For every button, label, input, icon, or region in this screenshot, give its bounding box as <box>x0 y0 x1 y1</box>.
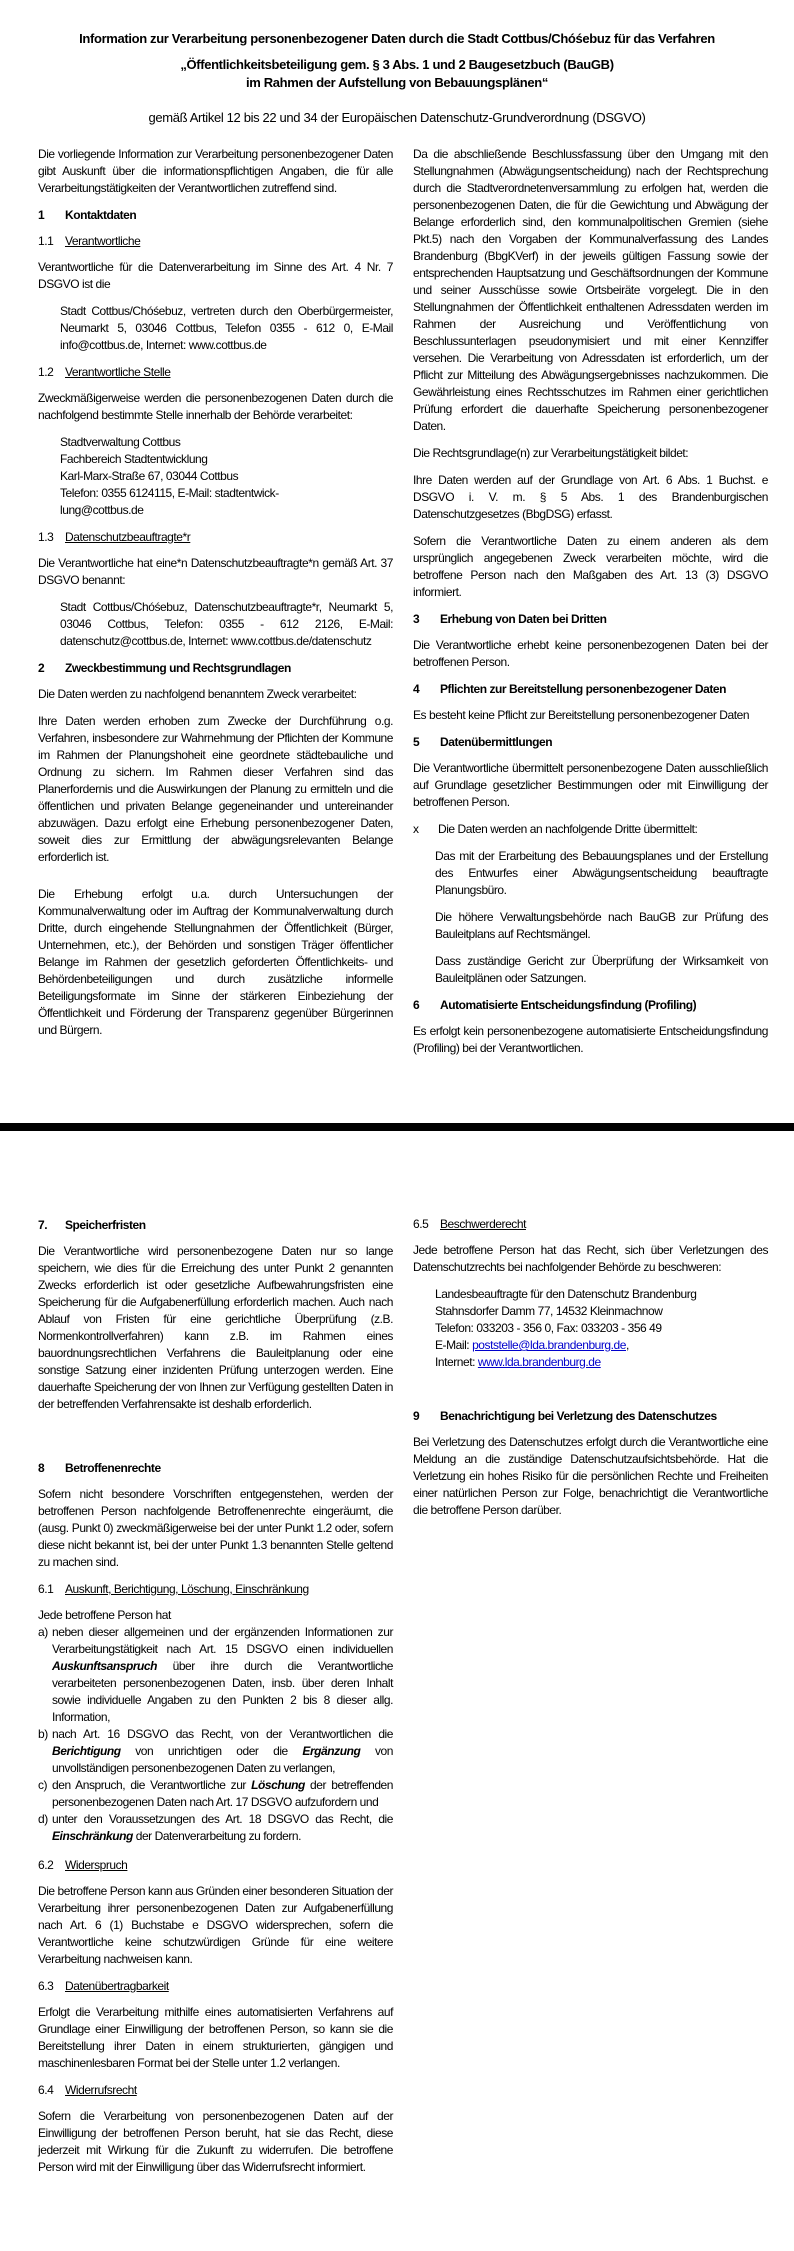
indented-paragraph: Das mit der Erarbeitung des Bebauungsplanes und der Erstellung des Entwurfes einer Abwägungsentscheidung beauftragte Planungsbüro. <box>435 849 768 897</box>
bullet-item <box>413 821 768 838</box>
text-run: nach Art. 16 DSGVO das Recht, von der Verantwortlichen die <box>52 1727 393 1741</box>
paragraph: Jede betroffene Person hat das Recht, sich über Verletzungen des Datenschutzrechts bei nachfolgender Behörde zu beschweren: <box>413 1243 768 1274</box>
document-header <box>0 30 794 127</box>
text-run: von unrichtigen oder die <box>120 1744 303 1758</box>
document-legal-basis-line: gemäß Artikel 12 bis 22 und 34 der Europäischen Datenschutz-Grundverordnung (DSGVO) <box>148 110 646 125</box>
address-line: Fachbereich Stadtentwicklung <box>60 452 208 466</box>
subsection-heading <box>38 529 393 546</box>
subsection-number: 6.2 <box>38 1858 54 1872</box>
paragraph: Die betroffene Person kann aus Gründen einer besonderen Situation der Verarbeitung ihrer personenbezogenen Daten zur Aufgabenerfüllung nach Art. 6 (1) Buchstabe e DSGVO widersprechen, sofern die Verantwortliche keine schutzwürdigen Gründe für eine weitere Verarbeitung nachweisen kann. <box>38 1884 393 1966</box>
address-block <box>435 1286 768 1371</box>
subsection-heading <box>413 1216 768 1233</box>
address-line: Telefon: 0355 6124115, E-Mail: stadtentwick- <box>60 486 279 500</box>
text-run: neben dieser allgemeinen und der ergänzenden Informationen zur Verarbeitungstätigkeit nach Art. 15 DSGVO einen individuellen <box>52 1625 393 1656</box>
paragraph: Die vorliegende Information zur Verarbeitung personenbezogener Daten gibt Auskunft über die informationspflichtigen Angaben, die für alle Verarbeitungstätigkeiten der Verantwortlichen zutreffend sind. <box>38 147 393 195</box>
lettered-item <box>38 1726 393 1777</box>
item-marker: d) <box>38 1812 48 1826</box>
text-run: E-Mail: <box>435 1338 473 1352</box>
subsection-title: Verantwortliche <box>65 234 141 248</box>
website-link[interactable]: www.lda.brandenburg.de <box>477 1355 601 1369</box>
section-heading <box>413 1408 768 1425</box>
text-run: über ihre durch die Verantwortliche verarbeiteten personenbezogenen Daten, insb. über deren Inhalt sowie individuelle Angaben zu den Punkten 2 bis 8 dieser allg. Information, <box>52 1659 393 1724</box>
subsection-number: 1.3 <box>38 530 54 544</box>
subsection-title: Datenübertragbarkeit <box>65 1979 169 1993</box>
document-title-line1: Information zur Verarbeitung personenbezogener Daten durch die Stadt Cottbus/Chóśebuz für das Verfahren <box>79 31 715 46</box>
paragraph: Die Verantwortliche übermittelt personenbezogene Daten ausschließlich auf Grundlage gesetzlicher Bestimmungen oder mit Einwilligung der betroffenen Person. <box>413 761 768 809</box>
subsection-heading <box>38 364 393 381</box>
text-run: unter den Voraussetzungen des Art. 18 DSGVO das Recht, die <box>52 1812 393 1826</box>
section-title: Benachrichtigung bei Verletzung des Datenschutzes <box>440 1409 717 1423</box>
page-2 <box>0 1131 794 2251</box>
text-run: den Anspruch, die Verantwortliche zur <box>52 1778 252 1792</box>
section-title: Datenübermittlungen <box>440 735 553 749</box>
item-marker: b) <box>38 1727 48 1741</box>
section-number: 3 <box>413 612 420 626</box>
address-block <box>60 434 393 519</box>
document-title-line3: im Rahmen der Aufstellung von Bebauungsplänen“ <box>246 75 548 90</box>
indented-paragraph: Stadt Cottbus/Chóśebuz, vertreten durch den Oberbürgermeister, Neumarkt 5, 03046 Cottbus, Telefon 0355 - 612 0, E-Mail info@cottbus.de, Internet: www.cottbus.de <box>60 304 393 352</box>
section-title: Zweckbestimmung und Rechtsgrundlagen <box>65 661 291 675</box>
indented-paragraph: Stadt Cottbus/Chóśebuz, Datenschutzbeauftragte*r, Neumarkt 5, 03046 Cottbus, Telefon: 0355 - 612 2126, E-Mail: datenschutz@cottbus.de, Internet: www.cottbus.de/datenschutz <box>60 600 393 648</box>
spacer <box>38 1845 393 1855</box>
section-title: Speicherfristen <box>65 1218 146 1232</box>
lettered-item <box>38 1624 393 1726</box>
section-title: Erhebung von Daten bei Dritten <box>440 612 607 626</box>
section-number: 8 <box>38 1461 45 1475</box>
list-intro-line: Jede betroffene Person hat <box>38 1608 171 1622</box>
section-heading <box>38 1460 393 1477</box>
page2-right-column <box>413 1214 768 2186</box>
text-run: Löschung <box>251 1778 305 1792</box>
text-run: Auskunftsanspruch <box>52 1659 158 1673</box>
section-number: 4 <box>413 682 420 696</box>
address-line: lung@cottbus.de <box>60 503 144 517</box>
paragraph: Da die abschließende Beschlussfassung über den Umgang mit den Stellungnahmen (Abwägungsentscheidung) nach der Rechtsprechung durch die Stadtverordnetenversammlung zu erfolgen hat, werden die personenbezogenen Daten, die für die Gewichtung und Abwägung der Belange erforderlich sind, den kommunalpolitischen Gremien (siehe Pkt.5) nach den Vorgaben der Kommunalverfassung des Landes Brandenburg (BbgKVerf) in der jeweils gültigen Fassung sowie der entsprechenden Hauptsatzung und Geschäftsordnungen der Kommune und seiner Ausschüsse sowie Ortsbeiräte vorgelegt. Die in den Stellungnahmen der Öffentlichkeit enthaltenen Adressdaten werden im Rahmen der Ausreichung und Veröffentlichung von Beschlussunterlagen pseudonymisiert und mit einer Kennziffer versehen. Die Verarbeitung von Adressdaten ist erforderlich, um der Pflicht zur Mitteilung des Abwägungsergebnisses nachzukommen. Die Gewährleistung eines Rechtsschutzes im Rahmen einer gerichtlichen Prüfung erfordert die dauerhafte Speicherung personenbezogener Daten. <box>413 147 768 433</box>
address-line <box>435 1354 768 1371</box>
paragraph: Die Daten werden zu nachfolgend benanntem Zweck verarbeitet: <box>38 687 357 701</box>
section-title: Automatisierte Entscheidungsfindung (Profiling) <box>440 998 697 1012</box>
section-title: Betroffenenrechte <box>65 1461 161 1475</box>
bullet-marker: x <box>413 822 419 836</box>
subsection-number: 6.3 <box>38 1979 54 1993</box>
indented-paragraph: Dass zuständige Gericht zur Überprüfung der Wirksamkeit von Bauleitplänen oder Satzungen. <box>435 954 768 985</box>
subsection-title: Beschwerderecht <box>440 1217 526 1231</box>
paragraph: Die Rechtsgrundlage(n) zur Verarbeitungstätigkeit bildet: <box>413 446 689 460</box>
paragraph: Die Erhebung erfolgt u.a. durch Untersuchungen der Kommunalverwaltung oder im Auftrag der Kommunalverwaltung durch Dritte, durch eingehende Stellungnahmen der Öffentlichkeit (Bürger, Unternehmen, etc.), der Behörden und sonstigen Träger öffentlicher Belange im Rahmen der gesetzlich geforderten Öffentlichkeits- und Behördenbeteiligungen und durch zusätzliche informelle Beteiligungsformate im Sinne der stärkeren Einbeziehung der Öffentlichkeit und Förderung der Transparenz gegenüber Bürgerinnen und Bürgern. <box>38 887 393 1037</box>
subsection-title: Widerrufsrecht <box>65 2083 137 2097</box>
page1-left-column <box>38 146 393 1067</box>
paragraph: Sofern nicht besondere Vorschriften entgegenstehen, werden der betroffenen Person nachfolgende Betroffenenrechte eingeräumt, die (ausg. Punkt 0) zweckmäßigerweise bei der unter Punkt 1.2 oder, sofern diese nicht bekannt ist, bei der unter Punkt 1.3 benannten Stelle geltend zu machen sind. <box>38 1487 393 1569</box>
section-number: 1 <box>38 208 45 222</box>
page2-columns <box>0 1214 794 2186</box>
address-line: Stadtverwaltung Cottbus <box>60 435 181 449</box>
paragraph: Zweckmäßigerweise werden die personenbezogenen Daten durch die nachfolgend bestimmte Stelle innerhalb der Behörde verarbeitet: <box>38 391 393 422</box>
spacer <box>38 1423 393 1457</box>
subsection-heading <box>38 1978 393 1995</box>
subsection-number: 6.1 <box>38 1582 54 1596</box>
section-number: 5 <box>413 735 420 749</box>
subsection-number: 6.5 <box>413 1217 429 1231</box>
section-number: 6 <box>413 998 420 1012</box>
subsection-number: 6.4 <box>38 2083 54 2097</box>
paragraph: Ihre Daten werden auf der Grundlage von Art. 6 Abs. 1 Buchst. e DSGVO i. V. m. § 5 Abs. 1 des Brandenburgischen Datenschutzgesetzes (BbgDSG) erfasst. <box>413 473 768 521</box>
address-line: Stahnsdorfer Damm 77, 14532 Kleinmachnow <box>435 1304 663 1318</box>
paragraph: Es erfolgt kein personenbezogene automatisierte Entscheidungsfindung (Profiling) bei der Verantwortlichen. <box>413 1024 768 1055</box>
email-link[interactable]: poststelle@lda.brandenburg.de <box>472 1338 626 1352</box>
address-line <box>435 1337 768 1354</box>
page-divider <box>0 1123 794 1131</box>
section-number: 7. <box>38 1218 48 1232</box>
paragraph: Die Verantwortliche erhebt keine personenbezogenen Daten bei der betroffenen Person. <box>413 638 768 669</box>
address-line: Karl-Marx-Straße 67, 03044 Cottbus <box>60 469 239 483</box>
paragraph: Die Verantwortliche wird personenbezogene Daten nur so lange speichern, wie dies für die Erreichung des unter Punkt 2 genannten Zwecks erforderlich ist oder gesetzliche Aufbewahrungsfristen eine Speicherung für die Aufgabenerfüllung erforderlich machen. Auch nach Ablauf von Fristen für eine gerichtliche Überprüfung (z.B. Normenkontrollverfahren) kann z.B. im Rahmen eines bauordnungsrechtlichen Verfahrens die Bauleitplanung oder eine sonstige Satzung einer inzidenten Prüfung unterzogen werden. Eine dauerhafte Speicherung der von Ihnen zur Verfügung gestellten Daten in der betreffenden Verfahrensakte ist deshalb erforderlich. <box>38 1244 393 1411</box>
section-heading <box>38 660 393 677</box>
item-marker: c) <box>38 1778 48 1792</box>
hanging-paragraph: Es besteht keine Pflicht zur Bereitstellung personenbezogener Daten <box>413 708 750 722</box>
paragraph: Die Verantwortliche hat eine*n Datenschutzbeauftragte*n gemäß Art. 37 DSGVO benannt: <box>38 556 393 587</box>
address-line: Landesbeauftragte für den Datenschutz Brandenburg <box>435 1287 697 1301</box>
paragraph: Sofern die Verantwortliche Daten zu einem anderen als dem ursprünglich angegebenen Zweck verarbeiten möchte, wird die betroffene Person nach den Maßgaben des Art. 13 (3) DSGVO informiert. <box>413 534 768 599</box>
text-run: Ergänzung <box>302 1744 361 1758</box>
page1-right-column <box>413 146 768 1067</box>
subsection-heading <box>38 1581 393 1598</box>
paragraph: Verantwortliche für die Datenverarbeitung im Sinne des Art. 4 Nr. 7 DSGVO ist die <box>38 260 393 291</box>
subsection-number: 1.1 <box>38 234 54 248</box>
subsection-title: Auskunft, Berichtigung, Löschung, Einschränkung <box>65 1582 309 1596</box>
text-run: Internet: <box>435 1355 478 1369</box>
subsection-title: Widerspruch <box>65 1858 128 1872</box>
lettered-item <box>38 1811 393 1845</box>
subsection-heading <box>38 233 393 250</box>
text-run: von unvollständigen personenbezogenen Daten zu verlangen, <box>52 1744 393 1775</box>
subsection-title: Verantwortliche Stelle <box>65 365 171 379</box>
text-run: Einschränkung <box>52 1829 133 1843</box>
subsection-heading <box>38 1857 393 1874</box>
subsection-number: 1.2 <box>38 365 54 379</box>
subsection-heading <box>38 2082 393 2099</box>
paragraph: Ihre Daten werden erhoben zum Zwecke der Durchführung o.g. Verfahren, insbesondere zur Wahrnehmung der Pflichten der Kommune im Rahmen der Planungshoheit eine geordnete städtebauliche und Ordnung zu sichern. Im Rahmen dieser Verfahren sind das Planerfordernis und die Auswirkungen der Planung zu ermitteln und die öffentlichen und privaten Belange gegeneinander und untereinander abzuwägen. Dazu erfolgt eine Erhebung personenbezogener Daten, soweit dies zur Ermittlung der abwägungsrelevanten Belange erforderlich ist. <box>38 714 393 864</box>
subsection-title: Datenschutzbeauftragte*r <box>65 530 191 544</box>
paragraph: Bei Verletzung des Datenschutzes erfolgt durch die Verantwortliche eine Meldung an die zuständige Datenschutzaufsichtsbehörde. Hat die Verletzung ein hohes Risiko für die persönlichen Rechte und Freiheiten einer natürlichen Person zur Folge, benachrichtigt die Verantwortliche die betroffene Person darüber. <box>413 1435 768 1517</box>
text-run: der betreffenden personenbezogenen Daten nach Art. 17 DSGVO aufzufordern und <box>52 1778 393 1809</box>
text-run: , <box>626 1338 629 1352</box>
section-heading <box>413 611 768 628</box>
section-number: 9 <box>413 1409 420 1423</box>
document-title-line2: „Öffentlichkeitsbeteiligung gem. § 3 Abs. 1 und 2 Baugesetzbuch (BauGB) <box>180 57 614 72</box>
section-number: 2 <box>38 661 45 675</box>
page1-columns <box>0 146 794 1067</box>
section-heading <box>413 997 768 1014</box>
page2-left-column <box>38 1214 393 2186</box>
indented-paragraph: Die höhere Verwaltungsbehörde nach BauGB zur Prüfung des Bauleitplans auf Rechtsmängel. <box>435 910 768 941</box>
spacer <box>38 876 393 886</box>
text-run: der Datenverarbeitung zu fordern. <box>132 1829 301 1843</box>
section-title: Kontaktdaten <box>65 208 137 222</box>
section-heading <box>413 734 768 751</box>
text-run: Berichtigung <box>52 1744 121 1758</box>
bullet-text: Die Daten werden an nachfolgende Dritte übermittelt: <box>438 822 698 836</box>
item-marker: a) <box>38 1625 48 1639</box>
section-heading <box>38 207 393 224</box>
section-title: Pflichten zur Bereitstellung personenbezogener Daten <box>440 682 726 696</box>
section-heading <box>413 681 768 698</box>
paragraph: Erfolgt die Verarbeitung mithilfe eines automatisierten Verfahrens auf Grundlage einer Einwilligung der betroffenen Person, so kann sie die Bereitstellung ihrer Daten in einem strukturierten, gängigen und maschinenlesbaren Format bei der Stelle unter 1.2 verlangen. <box>38 2005 393 2070</box>
page-1 <box>0 0 794 1123</box>
spacer <box>413 1381 768 1405</box>
section-heading <box>38 1217 393 1234</box>
paragraph: Sofern die Verarbeitung von personenbezogenen Daten auf der Einwilligung der betroffenen Person beruht, hat sie das Recht, diese jederzeit mit Wirkung für die Zukunft zu widerrufen. Die betroffene Person wird mit der Einwilligung über das Widerrufsrecht informiert. <box>38 2109 393 2174</box>
lettered-item <box>38 1777 393 1811</box>
address-line: Telefon: 033203 - 356 0, Fax: 033203 - 356 49 <box>435 1321 662 1335</box>
